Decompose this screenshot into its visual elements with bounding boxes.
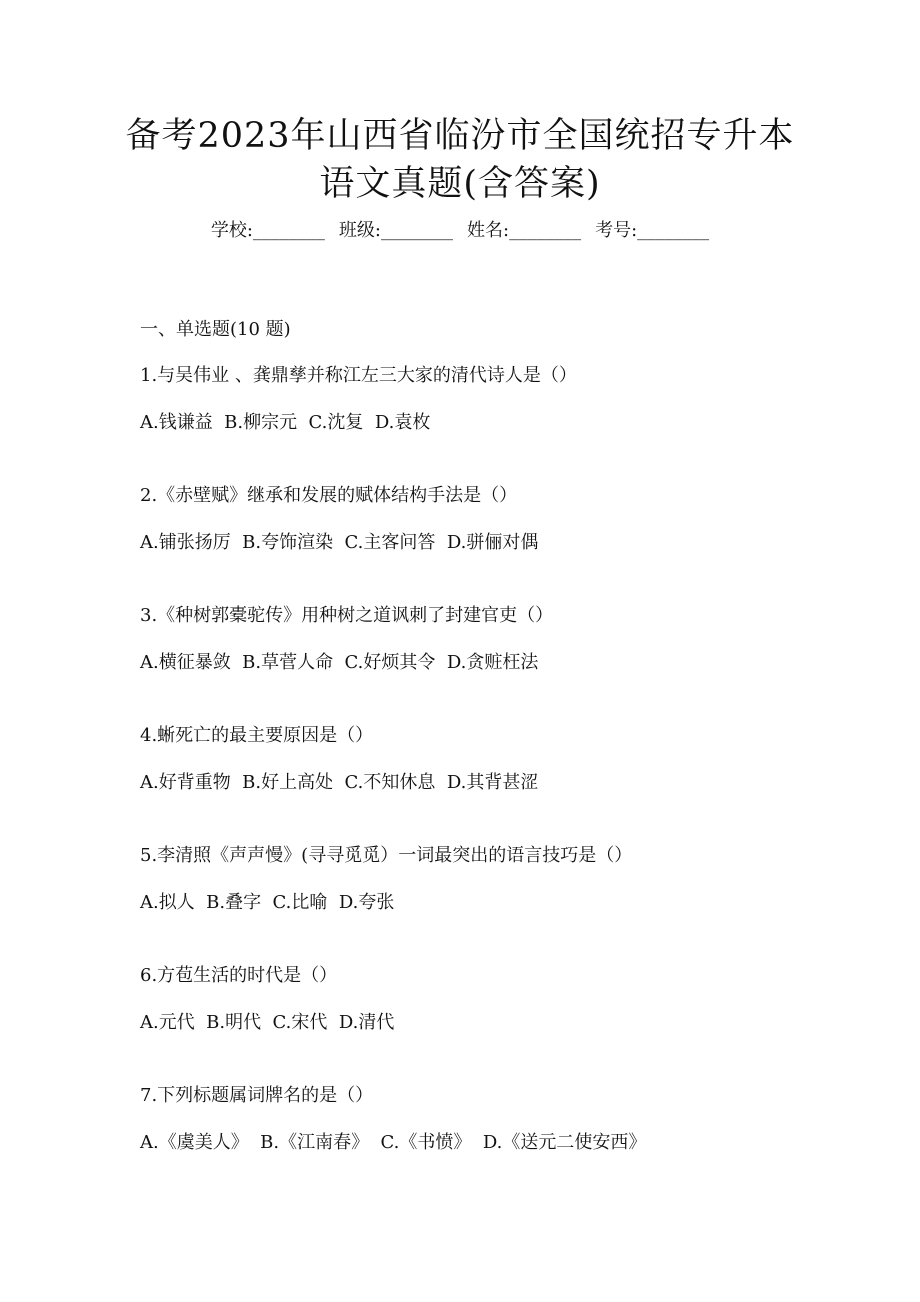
question-2-stem: 2.《赤壁赋》继承和发展的赋体结构手法是（） xyxy=(140,485,518,506)
document-title-line-1: 备考2023年山西省临汾市全国统招专升本 xyxy=(125,116,795,156)
school-field: 学校:________ xyxy=(210,220,325,241)
question-4-stem: 4.蜥死亡的最主要原因是（） xyxy=(140,725,374,746)
question-3-options: A.横征暴敛 B.草菅人命 C.好烦其令 D.贪赃枉法 xyxy=(140,652,539,673)
student-info-row xyxy=(0,218,920,244)
question-3-stem: 3.《种树郭橐驼传》用种树之道讽刺了封建官吏（） xyxy=(140,605,554,626)
question-2-options: A.铺张扬厉 B.夸饰渲染 C.主客问答 D.骈俪对偶 xyxy=(140,532,539,553)
exam-number-field: 考号:________ xyxy=(595,220,710,241)
question-5-options: A.拟人 B.叠字 C.比喻 D.夸张 xyxy=(140,892,395,913)
question-7-options: A.《虞美人》 B.《江南春》 C.《书愤》 D.《送元二使安西》 xyxy=(140,1132,647,1153)
class-field: 班级:________ xyxy=(338,220,453,241)
question-5-stem: 5.李清照《声声慢》(寻寻觅觅）一词最突出的语言技巧是（） xyxy=(140,845,633,866)
question-6-options: A.元代 B.明代 C.宋代 D.清代 xyxy=(140,1012,395,1033)
section-heading: 一、单选题(10 题) xyxy=(140,319,291,340)
question-6-stem: 6.方苞生活的时代是（） xyxy=(140,965,338,986)
document-title-line-2: 语文真题(含答案) xyxy=(319,164,601,204)
question-4-options: A.好背重物 B.好上高处 C.不知休息 D.其背甚涩 xyxy=(140,772,539,793)
question-7-stem: 7.下列标题属词牌名的是（） xyxy=(140,1085,374,1106)
name-field: 姓名:________ xyxy=(467,220,582,241)
question-1-stem: 1.与吴伟业 、龚鼎孳并称江左三大家的清代诗人是（） xyxy=(140,365,577,386)
question-1-options: A.钱谦益 B.柳宗元 C.沈复 D.袁枚 xyxy=(140,412,431,433)
